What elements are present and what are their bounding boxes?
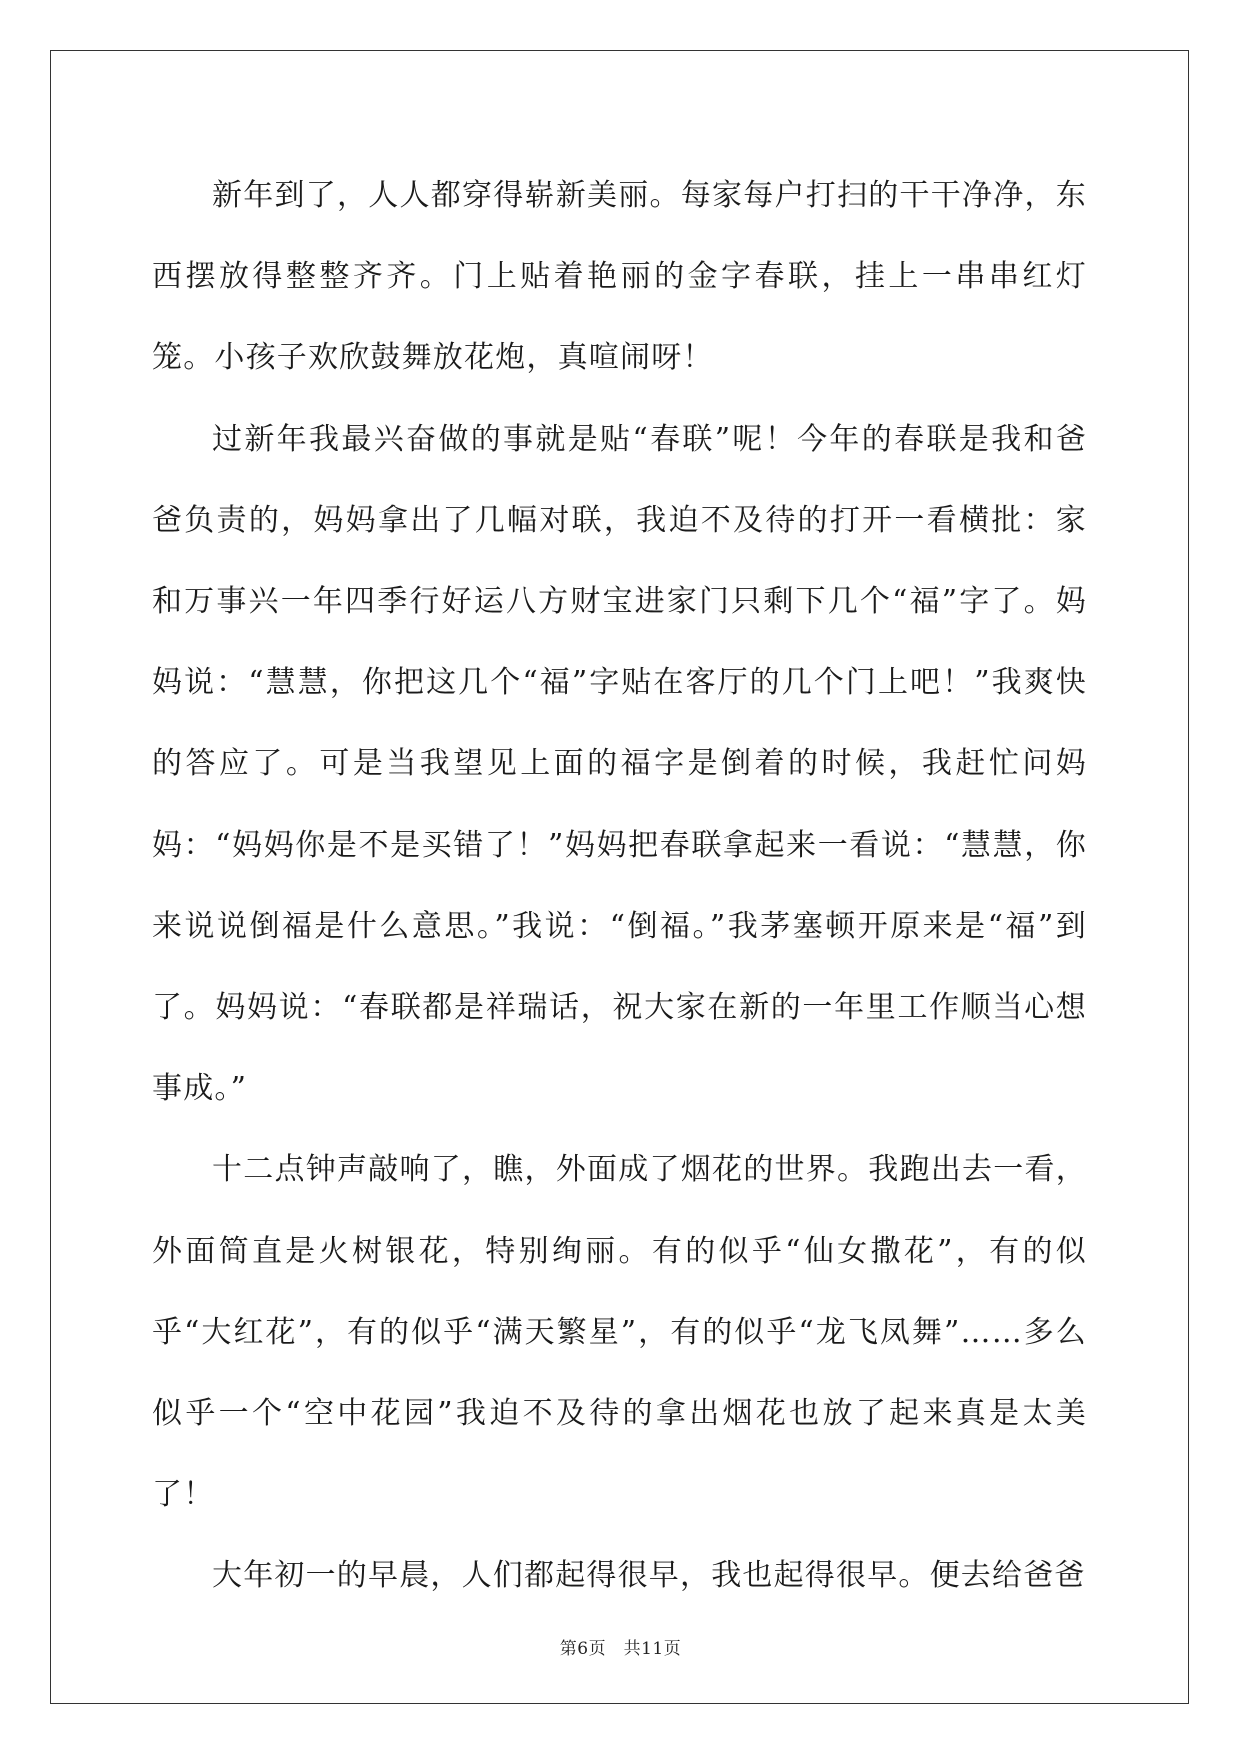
paragraph-1: 新年到了，人人都穿得崭新美丽。每家每户打扫的干干净净，东西摆放得整整齐齐。门上贴着艳丽的金字春联，挂上一串串红灯笼。小孩子欢欣鼓舞放花炮，真喧闹呀！ (152, 178, 1087, 376)
paragraph-2: 过新年我最兴奋做的事就是贴“春联”呢！今年的春联是我和爸爸负责的，妈妈拿出了几幅对联，我迫不及待的打开一看横批：家和万事兴一年四季行好运八方财宝进家门只剩下几个“福”字了。妈妈说：“慧慧，你把这几个“福”字贴在客厅的几个门上吧！”我爽快的答应了。可是当我望见上面的福字是倒着的时候，我赶忙问妈妈：“妈妈你是不是买错了！”妈妈把春联拿起来一看说：“慧慧，你来说说倒福是什么意思。”我说：“倒福。”我茅塞顿开原来是“福”到了。妈妈说：“春联都是祥瑞话，祝大家在新的一年里工作顺当心想事成。” (152, 421, 1087, 1107)
paragraph-3: 十二点钟声敲响了，瞧，外面成了烟花的世界。我跑出去一看，外面简直是火树银花，特别绚丽。有的似乎“仙女撒花”，有的似乎“大红花”，有的似乎“满天繁星”，有的似乎“龙飞凤舞”……多么似乎一个“空中花园”我迫不及待的拿出烟花也放了起来真是太美了！ (152, 1152, 1087, 1513)
document-body (152, 155, 1087, 1617)
paragraph-4: 大年初一的早晨，人们都起得很早，我也起得很早。便去给爸爸 (212, 1558, 1086, 1594)
page-number-footer: 第6页 共11页 (559, 1639, 682, 1659)
